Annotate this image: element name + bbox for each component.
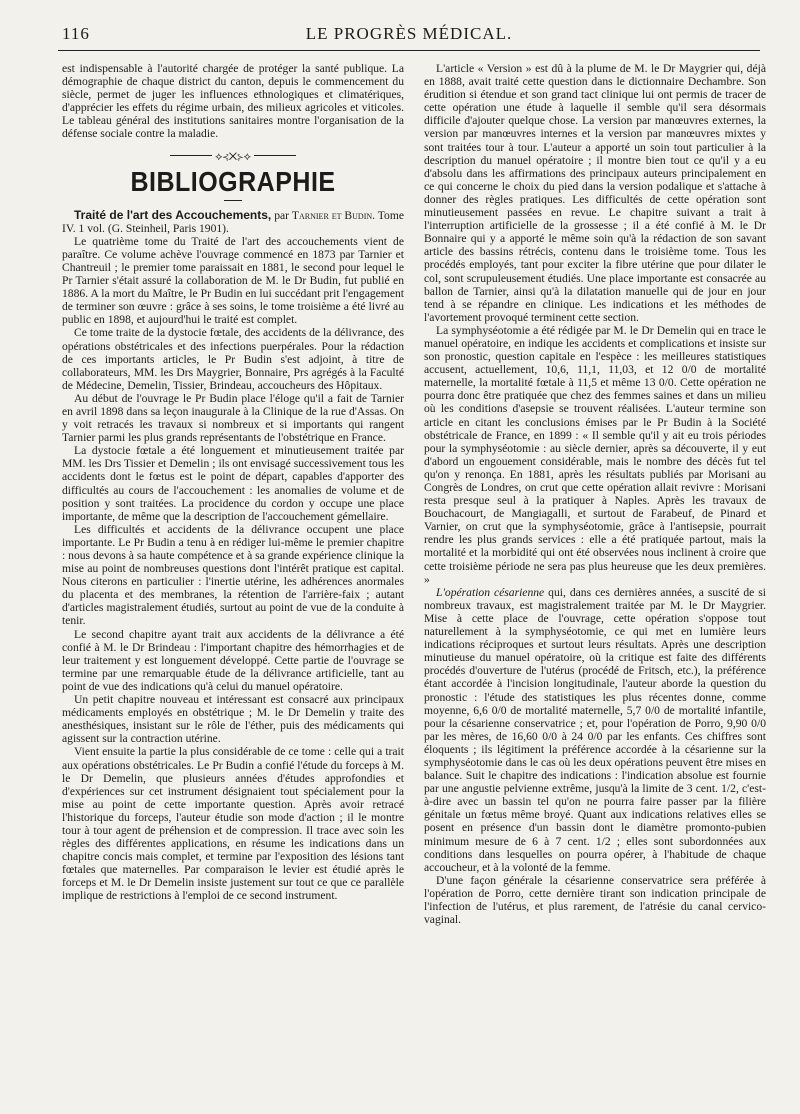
cesarienne-paragraph [424,586,766,874]
cesarienne-label: L'opération césarienne [436,585,545,599]
journal-title: LE PROGRÈS MÉDICAL. [305,24,513,43]
ornament-glyph: ⟡⊰✕⊱⟡ [212,152,254,163]
book-details: Tome IV. 1 vol. (G. Steinheil, Paris 1901). [62,208,404,235]
header-rule [58,50,760,51]
review-paragraph: La dystocie fœtale a été longuement et minutieusement traitée par MM. les Drs Tissier et Demelin ; ils ont envisagé successivement tous les accidents dont le fœtus est le point de départ, capables d'apporter des difficultés au cours de l'accouchement : les anomalies de volume et de position y sont traitées. La procidence du cordon y occupe une place importante, de même que la description de l'accouchement gémellaire. [62,444,404,523]
review-paragraph: Au début de l'ouvrage le Pr Budin place l'éloge qu'il a fait de Tarnier en avril 1898 dans sa leçon inaugurale à la Clinique de la rue d'Assas. On y voit retracés les travaux si nombreux et si importants qui rangent Tarnier parmi les plus grands représentants de l'obstétrique en France. [62,391,404,445]
right-column [424,62,766,1102]
title-rule [224,200,242,201]
page-header [58,24,760,50]
review-paragraph: L'article « Version » est dû à la plume de M. le Dr Maygrier qui, déjà en 1888, avait traité cette question dans le dictionnaire Dechambre. Son érudition si étendue et son grand tact clinique lui ont permis de tracer de cette opération une étude à laquelle il semble qu'il sera désormais difficile d'ajouter quelque chose. La version par manœuvres externes, la version par manœuvres internes et la version par manœuvres mixtes y sont traitées tour à tour. L'auteur a apporté un soin tout particulier à la description du manuel opératoire ; il montre bien tout ce qu'il y a eu d'absolu dans les affirmations des principaux auteurs principalement en ce qui concerne le choix du pied dans la version podalique et s'attache à donner des règles pratiques. Les difficultés de cette opération sont minutieusement passées en revue. Le chapitre suivant a trait à l'interruption artificielle de la grossesse ; il a été confié à M. le Dr Bonnaire qui y a apporté le même soin qu'à la rédaction de son savant article des bassins rétrécis, contenu dans le troisième tome. Tous les procédés employés, tant pour exciter la fibre utérine que pour dilater le col, sont scrupuleusement étudiés. Une place importante est consacrée au ballon de Tarnier, ainsi qu'à la dilatation manuelle qui de jour en jour tend à se répandre en clinique. Les indications et les méthodes de l'avortement provoqué terminent cette section. [424,62,766,324]
intro-paragraph: est indispensable à l'autorité chargée de protéger la santé publique. La démographie de chaque district du canton, depuis le commencement du siècle, permet de juger les influences ethnologiques et climatériques, d'apprécier les effets du régime urbain, des milieux agricoles et viticoles. Le tableau général des institutions sanitaires montre l'organisation de la défense sociale contre la maladie. [62,62,404,141]
review-paragraph: Un petit chapitre nouveau et intéressant est consacré aux principaux médicaments employés en obstétrique ; M. le Dr Demelin y traite des anesthésiques, insistant sur le rôle de l'éther, puis des médicaments qui agissent sur la contraction utérine. [62,693,404,746]
review-paragraph: La symphyséotomie a été rédigée par M. le Dr Demelin qui en trace le manuel opératoire, en indique les accidents et complications et insiste sur son pronostic, question capitale en l'espèce : les meilleures statistiques accusent, actuellement, 10,6, 11,1, 11,03, et 12 0/0 de mortalité maternelle, la mortalité fœtale à 11,5 et même 13 0/0. Cette opération ne pourra donc être pratiquée que chez des femmes saines et dans un milieu où les conditions d'asepsie se trouvent réalisées. L'auteur termine son article en citant les conclusions émises par le Pr Budin à la Société obstétricale de France, en 1899 : « Il semble qu'il y ait eu trois périodes pour la symphyséotomie : au siècle dernier, après sa découverte, il y eut d'abord un engouement considérable, mais le nombre des décès fut tel qu'on y renonça. En 1881, après les résultats publiés par Morisani au Congrès de Londres, on crut que cette opération allait revivre : Morisani resta presque seul à la pratiquer à Naples. Après les travaux de Bouchacourt, de Mangiagalli, et surtout de Farabeuf, de Pinard et Varnier, on crut que la symphyséotomie, grâce à l'antisepsie, pourrait rendre les plus grands services : elle a été pratiquée partout, mais la mortalité et la morbidité qui ont été observées nous inclinent à croire que cette troisième période ne sera pas plus heureuse que les deux premières. » [424,323,766,586]
cesarienne-text: qui, dans ces dernières années, a suscité de si nombreux travaux, est magistralement traitée par M. le Dr Maygrier. Mise à cette place de l'ouvrage, cette opération s'oppose tout naturellement à la symphyséotomie, ce qui met en lumière leurs indications réciproques et surtout leurs résultats. Après une description minutieuse du manuel opératoire, où la critique est faite des différents procédés d'ouverture de l'utérus (procédé de Fritsch, etc.), la préférence étant accordée à l'incision longitudinale, l'auteur aborde la question du pronostic : l'étude des statistiques les plus récentes donne, comme moyenne, 6,6 0/0 de mortalité maternelle, 5,7 0/0 de mortalité infantile, pour la césarienne conservatrice ; et, pour l'opération de Porro, 9,90 0/0 par les mères, de 16,60 0/0 à 24 0/0 par les enfants. Ces chiffres sont éloquents ; ils légitiment la préférence accordée à la césarienne sur la symphyséotomie dans le cas où les deux opérations peuvent être mises en balance. Suit le chapitre des indications : l'indication absolue est fournie par une angustie pelvienne extrême, jusqu'à la limite de 3 cent. 1/2, c'est-à-dire avec un bassin tel qu'on ne pourra faire passer par la filière génitale un fœtus même broyé. Quant aux indications relatives elles se posent en présence d'un bassin dont le diamètre promonto-pubien minimum mesure de 6 à 7 cent. 1/2 ; elles sont subordonnées aux conditions dans lesquelles on pourra opérer, à l'habitude de chaque accoucheur, et à la volonté de la femme. [424,585,766,874]
left-column [62,62,404,1102]
section-ornament [62,150,404,162]
review-paragraph: Ce tome traite de la dystocie fœtale, des accidents de la délivrance, des opérations obstétricales et des infections puerpérales. Pour la rédaction de ces importants articles, le Pr Budin s'est adjoint, à titre de collaborateurs, MM. les Drs Maygrier, Bonnaire, Prs agrégés à la Faculté de Médecine, Demelin, Tissier, Brindeau, accoucheurs des Hôpitaux. [62,326,404,392]
book-by: par [271,208,292,222]
section-title: BIBLIOGRAPHIE [130,165,336,198]
review-paragraph: Vient ensuite la partie la plus considérable de ce tome : celle qui a trait aux opérations obstétricales. Le Pr Budin a confié l'étude du forceps à M. le Dr Demelin, que plusieurs années d'études approfondies et d'expériences sur cet instrument désignaient tout spécialement pour la mise au point de cette importante question. Après avoir retracé l'historique du forceps, l'auteur étudie son mode d'action ; il le montre tour à tour agent de préhension et de compression. Il trace avec soin les règles des différentes applications, en résume les indications dans un chapitre concis mais complet, et termine par l'exposition des lésions tant fœtales que maternelles. Par comparaison le levier est étudié après le forceps et M. le Dr Demelin insiste justement sur tout ce que ce parallèle implique de restrictions à l'emploi de ce second instrument. [62,745,404,903]
page-number: 116 [62,24,90,43]
book-title: Traité de l'art des Accouchements, [74,207,272,222]
review-paragraph: Le quatrième tome du Traité de l'art des accouchements vient de paraître. Ce volume achève l'ouvrage commencé en 1873 par Tarnier et Chantreuil ; le premier tome paraissait en 1881, le second pour lequel le Pr Tarnier s'était assuré la collaboration de M. le Dr Budin, fut publié en 1886. A la mort du Maître, le Pr Budin en lui succédant prit l'engagement de terminer son œuvre : grâce à ses soins, le tome troisième a été livré au public en 1898, et aujourd'hui le traité est complet. [62,234,404,327]
review-paragraph: Les difficultés et accidents de la délivrance occupent une place importante. Le Pr Budin a tenu à en rédiger lui-même le premier chapitre : nous devons à sa haute compétence et à sa grande expérience clinique la mise au point de nombreuses questions dont l'intérêt pratique est capital. Nous citerons en particulier : l'inertie utérine, les adhérences anormales du placenta et des membranes, la rétention de l'arrière-faix ; autant d'articles magistralement étudiés, surtout au point de vue de la conduite à tenir. [62,522,404,628]
book-authors: Tarnier et Budin. [291,208,376,222]
book-reference [62,209,404,235]
review-paragraph: Le second chapitre ayant trait aux accidents de la délivrance a été confié à M. le Dr Brindeau : l'important chapitre des hémorrhagies et de leur traitement y est longuement développé. Cette partie de l'ouvrage se termine par une remarquable étude de la délivrance artificielle, tant au point de vue des indications qu'à celui du manuel opératoire. [62,627,404,693]
closing-paragraph: D'une façon générale la césarienne conservatrice sera préférée à l'opération de Porro, cette dernière tirant son indication principale de l'infection de l'utérus, et plus rarement, de l'atrésie du canal cervico-vaginal. [424,873,766,927]
